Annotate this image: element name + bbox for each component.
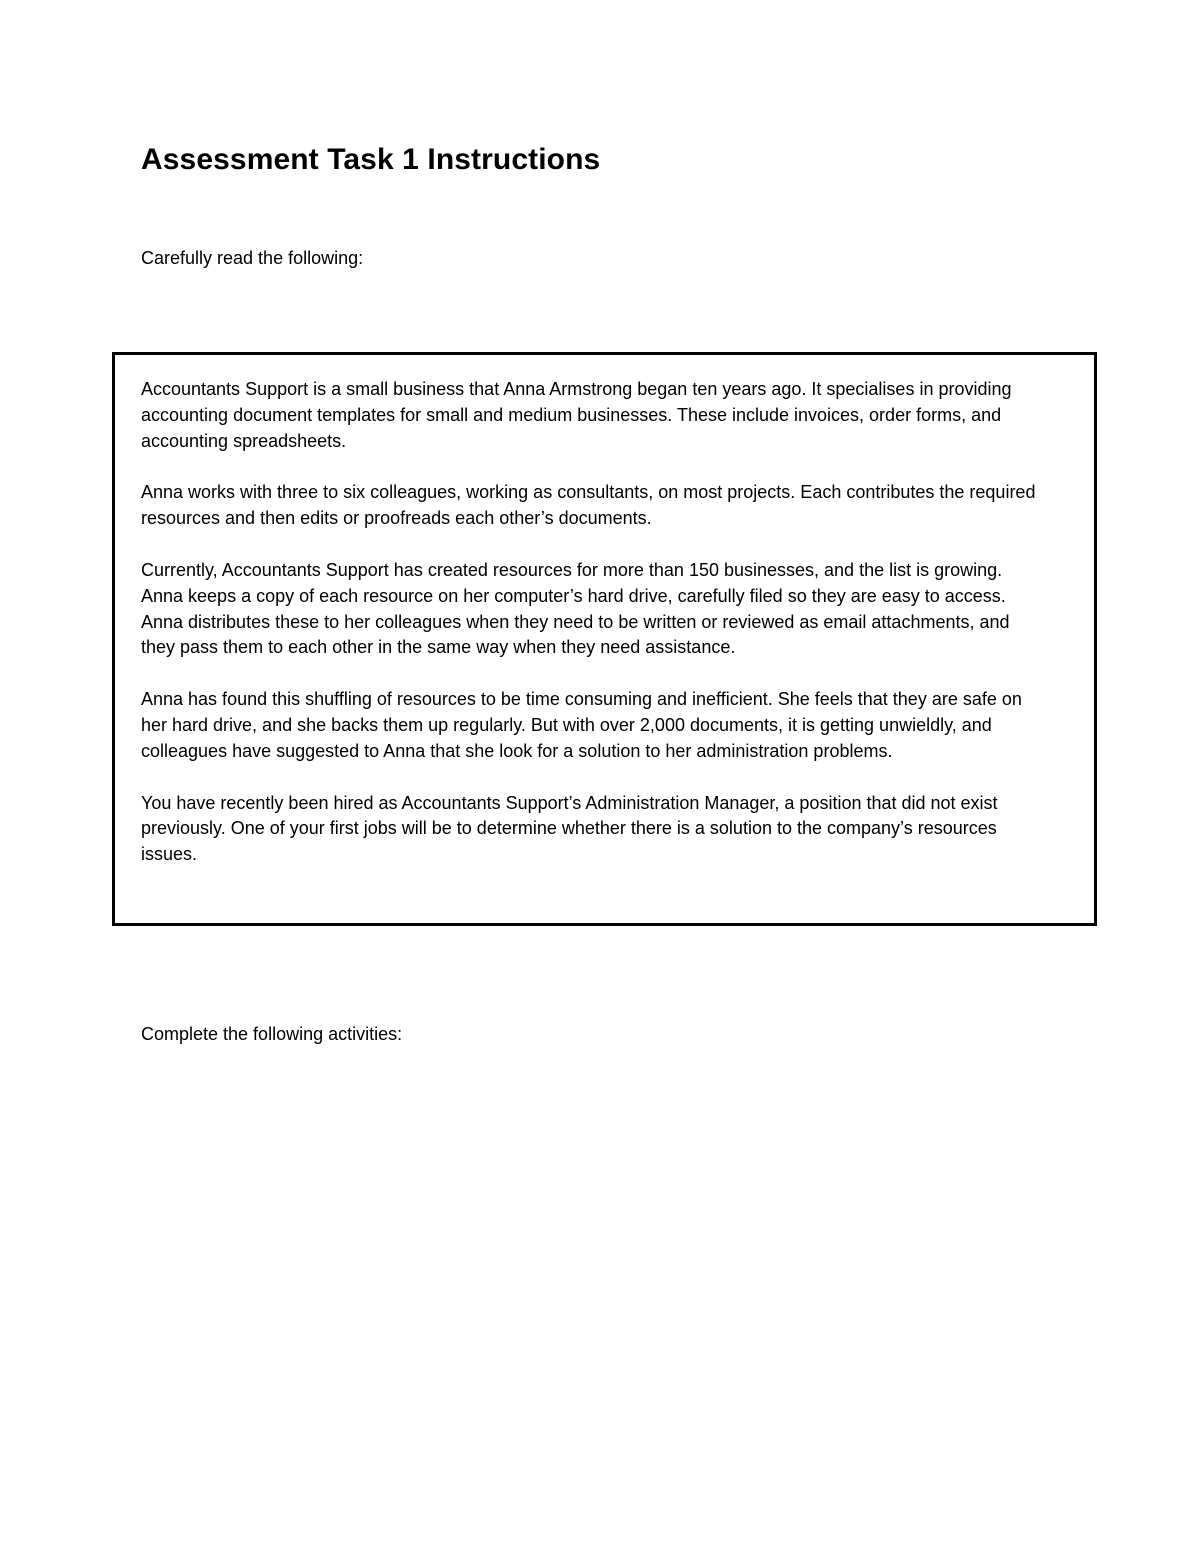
scenario-text bbox=[141, 377, 1041, 868]
intro-text: Carefully read the following: bbox=[141, 248, 364, 268]
scenario-paragraph: Accountants Support is a small business that Anna Armstrong began ten years ago. It specialises in providing accounting document templates for small and medium businesses. These include invoices, order forms, and accounting spreadsheets. bbox=[141, 379, 1012, 451]
scenario-paragraph: You have recently been hired as Accountants Support’s Administration Manager, a position that did not exist previously. One of your first jobs will be to determine whether there is a solution to the company’s resources issues. bbox=[141, 792, 998, 865]
scenario-paragraph: Anna works with three to six colleagues, working as consultants, on most projects. Each contributes the required resources and then edits or proofreads each other’s documents. bbox=[141, 482, 1036, 529]
scenario-paragraph: Currently, Accountants Support has created resources for more than 150 businesses, and the list is growing. Anna keeps a copy of each resource on her computer’s hard drive, carefully filed so they are easy to access. Anna distributes these to her colleagues when they need to be written or reviewed as email attachments, and they pass them to each other in the same way when they need assistance. bbox=[141, 559, 1010, 658]
scenario-paragraph: Anna has found this shuffling of resources to be time consuming and inefficient. She feels that they are safe on her hard drive, and she backs them up regularly. But with over 2,000 documents, it is getting unwieldly, and colleagues have suggested to Anna that she look for a solution to her administration problems. bbox=[141, 689, 1022, 761]
activities-intro-text: Complete the following activities: bbox=[141, 1024, 403, 1044]
page-title: Assessment Task 1 Instructions bbox=[141, 143, 601, 176]
scenario-box bbox=[112, 352, 1097, 926]
